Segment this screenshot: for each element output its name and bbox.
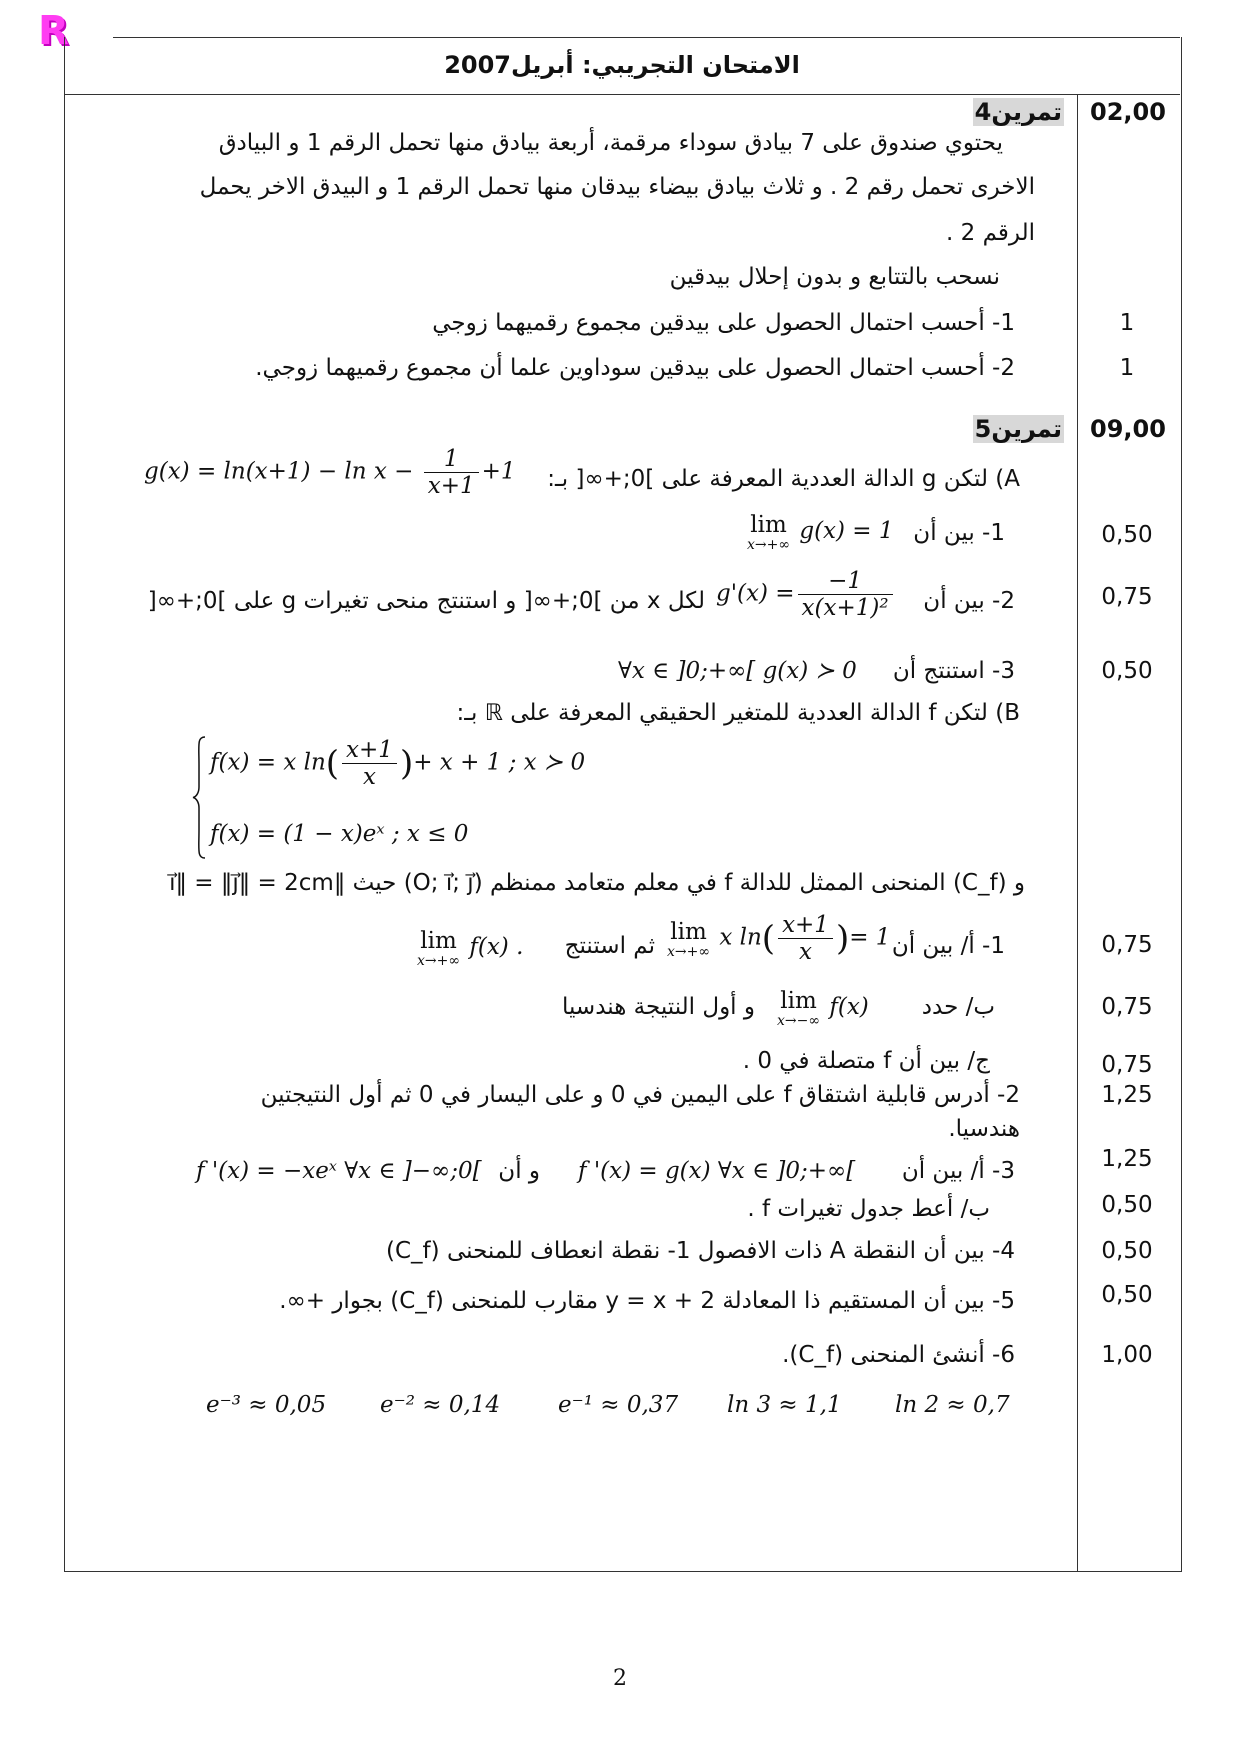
g-definition-tail: +1 <box>481 458 516 485</box>
a1-limit <box>745 512 894 552</box>
page-number: 2 <box>613 1666 627 1691</box>
f-case-positive: f(x) = x ln( $\frac{x+1}{x}$ )+ x + 1 ; x ≻ 0 <box>210 737 586 790</box>
const-ln2: ln 2 ≈ 0,7 <box>895 1392 1010 1418</box>
b3b-text: ب/ أعط جدول تغيرات f . <box>747 1196 990 1222</box>
b3a-text2: و أن <box>498 1158 540 1184</box>
b1c-text: ج/ بين أن f متصلة في 0 . <box>742 1048 990 1074</box>
a2-fraction: $\frac{-1}{\text{x(x+1)²}}$ <box>798 568 893 621</box>
a1-points: 0,50 <box>1101 522 1153 548</box>
b6-points: 1,00 <box>1101 1342 1153 1368</box>
const-e-2: e⁻² ≈ 0,14 <box>380 1392 501 1418</box>
const-ln3: ln 3 ≈ 1,1 <box>727 1392 842 1418</box>
b1a-text2: ثم استنتج <box>564 933 655 959</box>
g-fraction <box>424 446 479 499</box>
b1c-points: 0,75 <box>1101 1052 1153 1078</box>
ex4-q2-points: 1 <box>1119 355 1135 381</box>
b2-line1: 2- أدرس قابلية اشتقاق f على اليمين في 0 و على اليسار في 0 ثم أول النتيجتين <box>260 1082 1020 1108</box>
ex5-score: 09,00 <box>1090 415 1166 443</box>
b5-points: 0,50 <box>1101 1282 1153 1308</box>
a1-text: 1- بين أن <box>913 520 1005 546</box>
a2-text: 2- بين أن <box>923 588 1015 614</box>
b1b-limit: lim x→−∞ f(x) <box>777 988 869 1029</box>
a2-text2: لكل x من ]0;+∞[ و استنتج منحى تغيرات g على ]0;+∞[ <box>147 588 705 614</box>
a2-points: 0,75 <box>1101 584 1153 610</box>
a3-math: ∀x ∈ ]0;+∞[ g(x) ≻ 0 <box>618 658 857 684</box>
page-title: الامتحان التجريبي: أبريل2007 <box>444 51 800 79</box>
b3a-math1: f '(x) = g(x) ∀x ∈ ]0;+∞[ <box>578 1158 856 1184</box>
ex4-title: تمرين4 <box>974 98 1062 126</box>
b3b-points: 0,50 <box>1101 1192 1153 1218</box>
b1a-text: 1- أ/ بين أن <box>891 933 1005 959</box>
a1-lim: lim x→+∞ <box>747 512 791 553</box>
b2-line2: هندسيا. <box>948 1116 1020 1142</box>
b4-text: 4- بين أن النقطة A ذات الافصول 1- نقطة انعطاف للمنحنى (C_f) <box>386 1238 1015 1264</box>
g-definition <box>144 446 516 499</box>
ex4-line2: الاخرى تحمل رقم 2 . و ثلاث بيادق بيضاء بيدقان منها تحمل الرقم 1 و البيدق الاخر يحمل <box>199 174 1035 200</box>
b1b-text2: و أول النتيجة هندسيا <box>561 994 755 1020</box>
const-e-1: e⁻¹ ≈ 0,37 <box>558 1392 679 1418</box>
left-brace-icon <box>192 735 206 860</box>
part-b-intro: B) لتكن f الدالة العددية للمتغير الحقيقي المعرفة على ℝ بـ: <box>456 700 1020 726</box>
a2-derivative: g'(x) = $\frac{-1}{\text{x(x+1)²}}$ <box>716 568 896 621</box>
b3a-math2: f '(x) = −xeˣ ∀x ∈ ]−∞;0[ <box>196 1158 482 1184</box>
b1b-points: 0,75 <box>1101 994 1153 1020</box>
b1a-points: 0,75 <box>1101 932 1153 958</box>
ex4-line4: نسحب بالتتابع و بدون إحلال بيدقين <box>669 264 1000 290</box>
b6-text: 6- أنشئ المنحنى (C_f). <box>782 1342 1015 1368</box>
b5-text: 5- بين أن المستقيم ذا المعادلة y = x + 2 مقارب للمنحنى (C_f) بجوار +∞. <box>279 1288 1015 1314</box>
g-fraction-num: 1 <box>424 446 479 473</box>
ex4-question-2: 2- أحسب احتمال الحصول على بيدقين سوداوين علما أن مجموع رقميهما زوجي. <box>255 355 1015 381</box>
const-e-3: e⁻³ ≈ 0,05 <box>206 1392 327 1418</box>
b1a-conclusion: lim x→+∞ f(x) . <box>417 928 524 969</box>
ex4-score: 02,00 <box>1090 98 1166 126</box>
g-definition-lhs: g(x) = ln(x+1) − ln x − <box>144 458 421 485</box>
ex4-question-1: 1- أحسب احتمال الحصول على بيدقين مجموع رقميهما زوجي <box>432 310 1015 336</box>
ex4-line1: يحتوي صندوق على 7 بيادق سوداء مرقمة، أربعة بيادق منها تحمل الرقم 1 و البيادق <box>218 130 1003 156</box>
b1a-limit: lim x→+∞ x ln( $\frac{x+1}{x}$ )= 1 <box>667 912 891 965</box>
b1b-text: ب/ حدد <box>921 994 995 1020</box>
a3-points: 0,50 <box>1101 658 1153 684</box>
ex4-line3: الرقم 2 . <box>946 220 1035 246</box>
ex5-title: تمرين5 <box>974 415 1062 443</box>
a3-text: 3- استنتج أن <box>892 658 1015 684</box>
a1-math: g(x) = 1 <box>799 518 894 544</box>
b3a-text: 3- أ/ بين أن <box>901 1158 1015 1184</box>
header-box <box>64 37 1180 95</box>
f-piecewise-system <box>192 735 642 860</box>
logo: R <box>38 8 69 54</box>
f-case-negative: f(x) = (1 − x)eˣ ; x ≤ 0 <box>210 821 469 847</box>
b4-points: 0,50 <box>1101 1238 1153 1264</box>
b2-points: 1,25 <box>1101 1082 1153 1108</box>
ex4-q1-points: 1 <box>1119 310 1135 336</box>
cf-definition: و (C_f) المنحنى الممثل للدالة f في معلم متعامد ممنظم (O; i⃗; j⃗) حيث ‖i⃗‖ = ‖j⃗‖ = 2cm <box>169 870 1025 896</box>
g-fraction-den: x+1 <box>427 473 475 499</box>
b3a-points: 1,25 <box>1101 1146 1153 1172</box>
part-a-intro: A) لتكن g الدالة العددية المعرفة على ]0;+∞[ بـ: <box>547 466 1020 492</box>
